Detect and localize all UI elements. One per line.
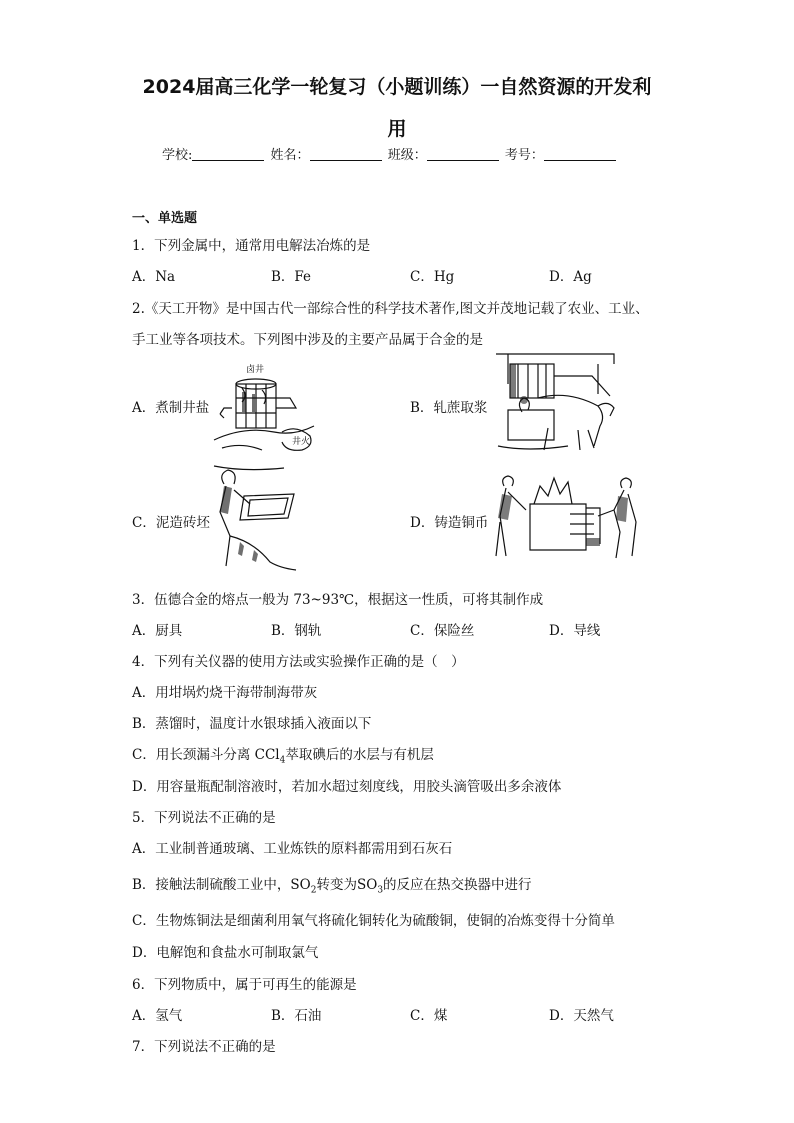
q5-stem: 5．下列说法不正确的是 [132, 810, 276, 826]
q5-option-b-post: 的反应在热交换器中进行 [383, 877, 532, 893]
q3-stem: 3．伍德合金的熔点一般为 73~93℃，根据这一性质，可将其制作成 [132, 592, 544, 608]
exam-no-label: 考号： [504, 148, 544, 163]
q2-option-d[interactable]: D．铸造铜币 [410, 515, 489, 531]
q6-option-c[interactable]: C．煤 [410, 1008, 448, 1024]
q1-option-a[interactable]: A．Na [132, 269, 176, 285]
sugarcane-press-illustration [488, 350, 620, 460]
q5-option-c[interactable]: C．生物炼铜法是细菌利用氧气将硫化铜转化为硫酸铜，使铜的冶炼变得十分简单 [132, 913, 615, 929]
class-label: 班级： [387, 148, 427, 163]
q4-stem: 4．下列有关仪器的使用方法或实验操作正确的是（ ） [132, 654, 465, 670]
q4-option-c-post: 萃取碘后的水层与有机层 [285, 747, 434, 763]
class-blank[interactable] [427, 148, 499, 161]
name-label: 姓名： [270, 148, 310, 163]
school-label: 学校: [162, 148, 193, 163]
q5-option-b[interactable] [132, 873, 532, 896]
q2-option-c[interactable]: C．泥造砖坯 [132, 515, 210, 531]
page-title [120, 66, 674, 150]
q1-stem: 1．下列金属中，通常用电解法冶炼的是 [132, 238, 371, 254]
section-heading: 一、单选题 [132, 211, 198, 226]
well-label: 卤井 [246, 365, 265, 375]
name-blank[interactable] [310, 148, 382, 161]
q3-option-b[interactable]: B．钢轨 [271, 623, 322, 639]
q4-option-c-pre: C．用长颈漏斗分离 CCl [132, 747, 280, 763]
q3-option-d[interactable]: D．导线 [549, 623, 601, 639]
q6-option-d[interactable]: D．天然气 [549, 1008, 614, 1024]
q5-option-a[interactable]: A．工业制普通玻璃、工业炼铁的原料都需用到石灰石 [132, 841, 453, 857]
q3-option-c[interactable]: C．保险丝 [410, 623, 475, 639]
q6-option-a[interactable]: A．氢气 [132, 1008, 183, 1024]
fire-label: 井火 [292, 437, 311, 447]
q5-option-d[interactable]: D．电解饱和食盐水可制取氯气 [132, 945, 319, 961]
salt-well-illustration [212, 358, 324, 460]
title-line-1: 2024届高三化学一轮复习（小题训练）一自然资源的开发利 [142, 76, 652, 98]
q1-option-d[interactable]: D．Ag [549, 269, 592, 285]
q5-option-b-mid: 转变为SO [316, 877, 378, 893]
q4-option-c[interactable] [132, 743, 434, 766]
q4-option-b[interactable]: B．蒸馏时，温度计水银球插入液面以下 [132, 716, 372, 732]
q6-option-b[interactable]: B．石油 [271, 1008, 322, 1024]
brick-making-illustration [210, 460, 302, 572]
student-info-line [162, 144, 642, 163]
q3-option-a[interactable]: A．厨具 [132, 623, 183, 639]
q4-option-c-sub: 4 [279, 755, 286, 766]
title-line-2: 用 [387, 118, 407, 140]
coin-casting-illustration [490, 474, 648, 564]
q2-option-b[interactable]: B．轧蔗取浆 [410, 400, 488, 416]
q1-option-b[interactable]: B．Fe [271, 269, 312, 285]
q4-option-d[interactable]: D．用容量瓶配制溶液时，若加水超过刻度线，用胶头滴管吸出多余液体 [132, 779, 562, 795]
exam-no-blank[interactable] [544, 148, 616, 161]
school-blank[interactable] [192, 148, 264, 161]
q5-option-b-pre: B．接触法制硫酸工业中，SO [132, 877, 311, 893]
q7-stem: 7．下列说法不正确的是 [132, 1039, 276, 1055]
q1-option-c[interactable]: C．Hg [410, 269, 455, 285]
q2-option-a[interactable]: A．煮制井盐 [132, 400, 210, 416]
q5-option-b-sub2: 3 [377, 885, 384, 896]
q4-option-a[interactable]: A．用坩埚灼烧干海带制海带灰 [132, 685, 318, 701]
q2-stem-line-1: 2.《天工开物》是中国古代一部综合性的科学技术著作,图文并茂地记载了农业、工业、 [132, 301, 649, 317]
q2-stem-line-2: 手工业等各项技术。下列图中涉及的主要产品属于合金的是 [132, 332, 483, 348]
q6-stem: 6．下列物质中，属于可再生的能源是 [132, 977, 357, 993]
q5-option-b-sub1: 2 [310, 885, 317, 896]
